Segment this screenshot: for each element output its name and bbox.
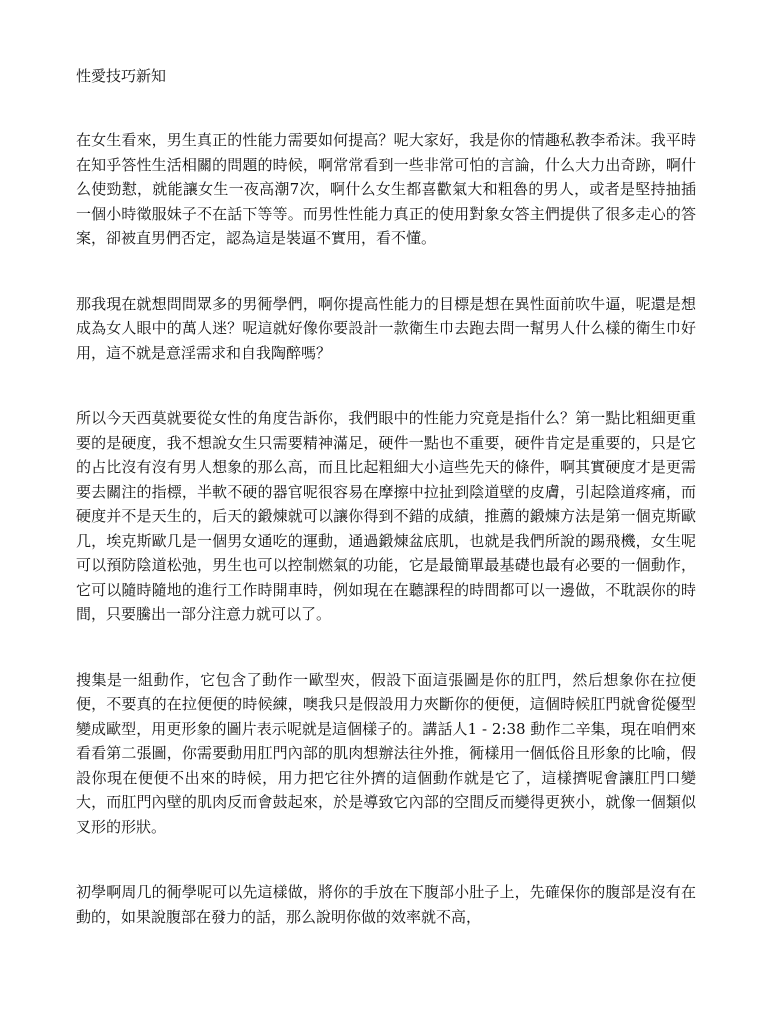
- paragraph-5: 初學啊周几的衕學呢可以先這樣做，將你的手放在下腹部小肚子上，先確保你的腹部是沒有在動的，如果說腹部在發力的話，那么說明你做的效率就不高，: [76, 883, 696, 926]
- document-page: [76, 66, 696, 970]
- paragraph-4: 搜集是一組動作，它包含了動作一歐型夾，假設下面這張圖是你的肛門，然后想象你在拉便便，不要真的在拉便便的時候練，噢我只是假設用力夾斷你的便便，這個時候肛門就會從優型變成歐型，用更形象的圖片表示呢就是這個樣子的。講話人1 - 2:38 動作二辛集，現在咱們來看看第二張圖，你需要動用肛門內部的肌肉想辦法往外推，衕樣用一個低俗且形象的比喻，假設你現在便便不出來的時候，用力把它往外擠的這個動作就是它了，這樣擠呢會讓肛門口變大，而肛門內壁的肌肉反而會鼓起來，於是導致它內部的空間反而變得更狹小，就像一個類似叉形的形狀。: [76, 670, 696, 836]
- paragraph-1: 在女生看來，男生真正的性能力需要如何提高？呢大家好，我是你的情趣私教李希沫。我平時在知乎答性生活相關的問題的時候，啊常常看到一些非常可怕的言論，什么大力出奇跡，啊什么使勁懟，就能讓女生一夜高潮7次，啊什么女生都喜歡氣大和粗魯的男人，或者是堅持抽插一個小時徵服妹子不在話下等等。而男性性能力真正的使用對象女答主們提供了很多走心的答案，卻被直男們否定，認為這是裝逼不實用，看不懂。: [76, 131, 696, 247]
- paragraph-2: 那我現在就想問問眾多的男衕學們，啊你提高性能力的目標是想在異性面前吹牛逼，呢還是想成為女人眼中的萬人迷？呢這就好像你要設計一款衛生巾去跑去問一幫男人什么樣的衛生巾好用，這不就是意淫需求和自我陶醉嗎？: [76, 294, 696, 362]
- paragraph-3: 所以今天西莫就要從女性的角度告訴你，我們眼中的性能力究竟是指什么？第一點比粗細更重要的是硬度，我不想說女生只需要精神滿足，硬件一點也不重要，硬件肯定是重要的，只是它的占比沒有沒有男人想象的那么高，而且比起粗細大小這些先天的條件，啊其實硬度才是更需要去關注的指標，半軟不硬的器官呢很容易在摩擦中拉扯到陰道壁的皮膚，引起陰道疼痛，而硬度并不是天生的，后天的鍛煉就可以讓你得到不錯的成績，推薦的鍛煉方法是第一個克斯歐几，埃克斯歐几是一個男女通吃的運動，通過鍛煉盆底肌，也就是我們所說的踢飛機，女生呢可以預防陰道松弛，男生也可以控制燃氣的功能，它是最簡單最基礎也最有必要的一個動作，它可以隨時隨地的進行工作時開車時，例如現在在聽課程的時間都可以一邊做，不耽誤你的時間，只要騰出一部分注意力就可以了。: [76, 409, 696, 623]
- document-title: 性愛技巧新知: [76, 67, 167, 85]
